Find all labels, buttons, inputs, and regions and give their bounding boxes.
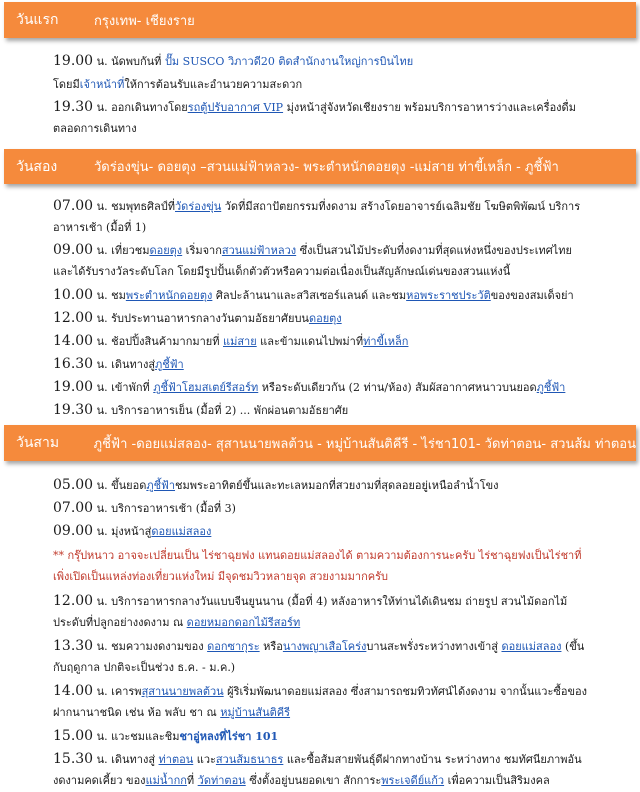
time: 09.00 [53, 523, 94, 539]
tachileik-link[interactable]: ท่าขี้เหล็ก [363, 335, 409, 348]
day2-entry-5: 14.00 น. ช้อปปิ้งสินค้ามากมายที่ แม่สาย และข้ามแดนไปพม่าที่ท่าขี้เหล็ก [53, 333, 409, 349]
wat-tha-ton-link[interactable]: วัดท่าตอน [197, 774, 246, 787]
day1-route: กรุงเทพ- เชียงราย [94, 13, 195, 29]
sakura-link[interactable]: ดอกซากุระ [207, 640, 260, 653]
phu-chi-fa-link[interactable]: ภูชี้ฟ้า [155, 358, 184, 371]
day3-entry-1: 05.00 น. ขึ้นยอดภูชี้ฟ้าชมพระอาทิตย์ขึ้นและทะเลหมอกที่สวยงามที่สุดลอยอยู่เหนือลำน้ำโขง [53, 477, 499, 493]
time: 13.30 [53, 638, 94, 654]
day3-entry-4: 12.00 น. บริการอาหารกลางวันแบบจีนยูนนาน (มื้อที่ 4) หลังอาหารให้ท่านได้เดินชม ถ่ายรูป สวนไม้ดอกไม้ประดับที่ปลูกอย่างงดงาม ณ ดอยหมอกดอกไม้รีสอร์ท [53, 593, 568, 629]
time: 14.00 [53, 333, 94, 349]
doi-mae-salong-link[interactable]: ดอยแม่สลอง [151, 525, 212, 538]
day3-entry-7: 15.00 น. แวะชมและชิมชาอู่หลงที่ไร่ชา 101 [53, 728, 279, 744]
doi-tung-link[interactable]: ดอยตุง [149, 244, 183, 257]
day3-entry-3: 09.00 น. มุ่งหน้าสู่ดอยแม่สลอง [53, 523, 212, 539]
day1-label: วันแรก [16, 12, 59, 28]
day1-entry-3: 19.30 น. ออกเดินทางโดยรถตู้ปรับอากาศ VIP มุ่งหน้าสู่จังหวัดเชียงราย พร้อมบริการอาหารว่างและเครื่องดื่มตลอดการเดินทาง [53, 99, 576, 135]
mae-sai-link[interactable]: แม่สาย [223, 335, 257, 348]
phu-chi-fa-link[interactable]: ภูชี้ฟ้า [536, 381, 566, 394]
time: 09.00 [53, 242, 94, 258]
day2-entry-4: 12.00 น. รับประทานอาหารกลางวันตามอัธยาศัยบนดอยตุง [53, 310, 342, 326]
day1-entry-1: 19.00 น. นัดพบกันที่ ปั๊ม SUSCO วิภาวดี20 ติดสำนักงานใหญ่การบินไทย [53, 53, 414, 69]
time: 05.00 [53, 477, 94, 493]
time: 16.30 [53, 356, 94, 372]
day2-route: วัดร่องขุ่น- ดอยตุง –สวนแม่ฟ้าหลวง- พระตำหนักดอยตุง -แม่สาย ท่าขี้เหล็ก - ภูชี้ฟ้า [94, 160, 559, 175]
day2-header [4, 149, 636, 184]
day3-entry-2: 07.00 น. บริการอาหารเช้า (มื้อที่ 3) [53, 500, 236, 516]
day1-entry-2: โดยมีเจ้าหน้าที่ให้การต้อนรับและอำนวยความสะดวก [53, 78, 303, 91]
time: 07.00 [53, 198, 94, 214]
day2-label: วันสอง [16, 158, 58, 175]
vip-van-link[interactable]: รถตู้ปรับอากาศ VIP [187, 101, 284, 114]
time: 07.00 [53, 500, 94, 516]
day3-entry-8: 15.30 น. เดินทางสู่ ท่าตอน แวะสวนส้มธนาธร และซื้อส้มสายพันธุ์ดีฝากทางบ้าน ระหว่างทาง ชมทัศนียภาพอันงดงามคดเคี้ยว ของแม่น้ำกกที่ วัดท่าตอน ซึ่งตั้งอยู่บนยอดเขา สักการะพระเจดีย์แก้ว เพื่อความเป็นสิริมงคล [53, 751, 582, 787]
homestay-resort-link[interactable]: ภูชี้ฟ้าโฮมสเตย์รีสอร์ท [153, 381, 259, 394]
general-tuan-tomb-link[interactable]: สุสานนายพลต้วน [141, 685, 224, 698]
day3-label: วันสาม [16, 435, 60, 451]
time: 19.00 [53, 53, 94, 69]
tha-ton-link[interactable]: ท่าตอน [158, 753, 194, 766]
day2-entry-8: 19.30 น. บริการอาหารเย็น (มื้อที่ 2) ... พักผ่อนตามอัธยาศัย [53, 402, 349, 418]
day3-route: ภูชี้ฟ้า -ดอยแม่สลอง- สุสานนายพลต้วน - หมู่บ้านสันติคีรี - ไร่ชา101- วัดท่าตอน- สวนส้ม ท่าตอน [93, 436, 636, 452]
wat-rong-khun-link[interactable]: วัดร่องขุ่น [175, 200, 222, 213]
day3-header [4, 425, 636, 461]
time: 19.30 [53, 402, 94, 418]
thanathorn-orchard-link[interactable]: สวนส้มธนาธร [215, 753, 284, 766]
time: 15.00 [53, 728, 94, 744]
time: 12.00 [53, 310, 94, 326]
kok-river-link[interactable]: แม่น้ำกก [145, 774, 187, 787]
mae-fah-luang-garden-link[interactable]: สวนแม่ฟ้าหลวง [221, 244, 297, 257]
day3-entry-6: 14.00 น. เคารพสุสานนายพลต้วน ผู้ริเริ่มพัฒนาดอยแม่สลอง ซึ่งสามารถชมทิวทัศน์ได้งดงาม จากนั้นแวะซื้อของฝากนานาชนิด เช่น ห้อ พลับ ชา ณ หมู่บ้านสันติคีรี [53, 683, 587, 719]
meeting-point: ปั๊ม SUSCO วิภาวดี20 ติดสำนักงานใหญ่การบินไทย [164, 55, 414, 68]
day3-note: ** กรุ๊ปหนาว อาจจะเปลี่ยนเป็น ไร่ชาฉุยฟง แทนดอยแม่สลองได้ ตามความต้องการนะครับ ไร่ชาฉุยฟงเป็นไร่ชาที่เพิ่งเปิดเป็นแหล่งท่องเที่ยวแห่งใหม่ มีจุดชมวิวหลายจุด สวยงามมากครับ [53, 549, 582, 583]
time: 10.00 [53, 287, 94, 303]
royal-history-hall-link[interactable]: หอพระราชประวัติ [406, 289, 491, 302]
day3-entry-5: 13.30 น. ชมความงดงามของ ดอกซากุระ หรือนางพญาเสือโคร่งบานสะพรั่งระหว่างทางเข้าสู่ ดอยแม่สลอง (ขึ้นกับฤดูกาล ปกติจะเป็นช่วง ธ.ค. - ม.ค.) [53, 638, 585, 674]
doi-mok-resort-link[interactable]: ดอยหมอกดอกไม้รีสอร์ท [186, 616, 301, 629]
day2-entry-2: 09.00 น. เที่ยวชมดอยตุง เริ่มจากสวนแม่ฟ้าหลวง ซึ่งเป็นสวนไม้ประดับที่งดงามที่สุดแห่งหนึ่งของประเทศไทย และได้รับรางวัลระดับโลก โดยมีรูปปั้นเด็กตัวตัวหรือความต่อเนื่องเป็นสัญลักษณ์เด่นของสวนแห่งนี้ [53, 242, 572, 278]
tea-101: ชาอู่หลงที่ไร่ชา 101 [179, 730, 279, 743]
glass-pagoda-link[interactable]: พระเจดีย์แก้ว [381, 774, 445, 787]
nang-phaya-suea-khrong-link[interactable]: นางพญาเสือโคร่ง [282, 640, 367, 653]
santikhiri-village-link[interactable]: หมู่บ้านสันติคีรี [220, 706, 291, 719]
time: 12.00 [53, 593, 94, 609]
day2-entry-3: 10.00 น. ชมพระตำหนักดอยตุง ศิลปะล้านนาและสวิสเซอร์แลนด์ และชมหอพระราชประวัติของของสมเด็จย่า [53, 287, 574, 303]
doi-mae-salong-link[interactable]: ดอยแม่สลอง [501, 640, 562, 653]
time: 19.00 [53, 379, 94, 395]
day1-header [4, 2, 636, 38]
day2-entry-6: 16.30 น. เดินทางสู่ภูชี้ฟ้า [53, 356, 184, 372]
time: 14.00 [53, 683, 94, 699]
time: 15.30 [53, 751, 94, 767]
time: 19.30 [53, 99, 94, 115]
day2-entry-1: 07.00 น. ชมพุทธศิลป์ที่วัดร่องขุ่น วัดที่มีสถาปัตยกรรมที่งดงาม สร้างโดยอาจารย์เฉลิมชัย โฆษิตพิพัฒน์ บริการอาหารเช้า (มื้อที่ 1) [53, 198, 581, 234]
doi-tung-link[interactable]: ดอยตุง [308, 312, 342, 325]
doi-tung-palace-link[interactable]: พระตำหนักดอยตุง [125, 289, 213, 302]
day2-entry-7: 19.00 น. เข้าพักที่ ภูชี้ฟ้าโฮมสเตย์รีสอร์ท หรือระดับเดียวกัน (2 ท่าน/ห้อง) สัมผัสอากาศหนาวบนยอดภูชี้ฟ้า [53, 379, 566, 395]
phu-chi-fa-link[interactable]: ภูชี้ฟ้า [146, 479, 176, 492]
